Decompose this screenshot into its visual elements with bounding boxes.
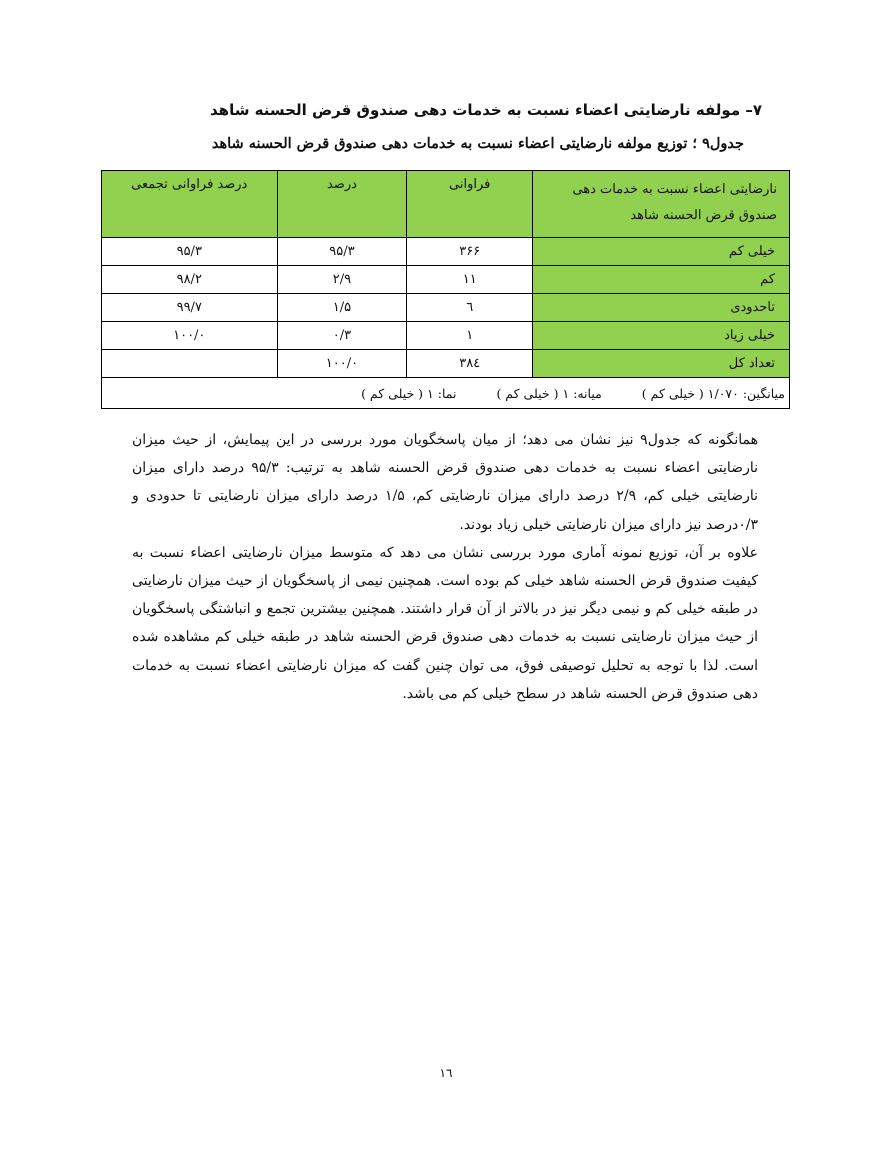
table-total-row bbox=[102, 350, 790, 378]
row-category: خیلی زیاد bbox=[533, 322, 790, 350]
stat-median: میانه: ۱ ( خیلی کم ) bbox=[496, 385, 602, 401]
row-category: خیلی کم bbox=[533, 238, 790, 266]
paragraph-2: علاوه بر آن، توزیع نمونه آماری مورد بررسی نشان می دهد که متوسط میزان نارضایتی اعضاء نسبت به کیفیت صندوق قرض الحسنه شاهد خیلی کم بوده است. همچنین نیمی از پاسخگویان از حیث میزان نارضایتی در طبقه خیلی کم و نیمی دیگر نیز در بالاتر از آن قرار داشتند. همچنین بیشترین تجمع و انباشتگی پاسخگویان از حیث میزان نارضایتی نسبت به خدمات دهی صندوق قرض الحسنه شاهد در طبقه خیلی کم مشاهده شده است. لذا با توجه به تحلیل توصیفی فوق، می توان چنین گفت که میزان نارضایتی اعضاء نسبت به خدمات دهی صندوق قرض الحسنه شاهد در سطح خیلی کم می باشد. bbox=[132, 544, 758, 702]
row-frequency: ۳۸٤ bbox=[407, 350, 533, 378]
table-row bbox=[102, 238, 790, 266]
table-row bbox=[102, 294, 790, 322]
stat-mean: میانگین: ۱/۰۷۰ ( خیلی کم ) bbox=[641, 385, 785, 401]
page-number: ۱٦ bbox=[439, 1066, 453, 1080]
table-row bbox=[102, 266, 790, 294]
row-frequency: ۱۱ bbox=[407, 266, 533, 294]
row-frequency: ٦ bbox=[407, 294, 533, 322]
row-cumulative: ۹۵/۳ bbox=[102, 238, 278, 266]
header-category bbox=[533, 171, 790, 238]
section-heading: ۷– مولفه نارضایتی اعضاء نسبت به خدمات دهی صندوق قرض الحسنه شاهد bbox=[210, 101, 762, 119]
table-header-row bbox=[102, 171, 790, 238]
header-category-line2: صندوق قرض الحسنه شاهد bbox=[630, 208, 777, 223]
row-cumulative: ۹۸/۲ bbox=[102, 266, 278, 294]
row-category: کم bbox=[533, 266, 790, 294]
table-stats-row bbox=[102, 378, 790, 409]
row-cumulative bbox=[102, 350, 278, 378]
table-caption: جدول۹ ؛ توزیع مولفه نارضایتی اعضاء نسبت به خدمات دهی صندوق قرض الحسنه شاهد bbox=[211, 135, 744, 152]
row-frequency: ۱ bbox=[407, 322, 533, 350]
body-text bbox=[132, 426, 758, 708]
stats-cell bbox=[102, 378, 790, 409]
row-percent: ۱۰۰/۰ bbox=[277, 350, 407, 378]
row-percent: ۹۵/۳ bbox=[277, 238, 407, 266]
row-percent: ۱/۵ bbox=[277, 294, 407, 322]
row-cumulative: ۹۹/۷ bbox=[102, 294, 278, 322]
frequency-table bbox=[101, 170, 790, 409]
paragraph-1: همانگونه که جدول۹ نیز نشان می دهد؛ از میان پاسخگویان مورد بررسی در این پیمایش، از حیث میزان نارضایتی اعضاء نسبت به خدمات دهی صندوق قرض الحسنه شاهد به ترتیب: ۹۵/۳ درصد دارای میزان نارضایتی خیلی کم، ۲/۹ درصد دارای میزان نارضایتی کم، ۱/۵ درصد دارای میزان نارضایتی تا حدودی و ۰/۳درصد نیز دارای میزان نارضایتی خیلی زیاد بودند. bbox=[132, 432, 758, 533]
header-category-line1: نارضایتی اعضاء نسبت به خدمات دهی bbox=[572, 182, 777, 197]
row-cumulative: ۱۰۰/۰ bbox=[102, 322, 278, 350]
row-frequency: ۳۶۶ bbox=[407, 238, 533, 266]
stat-mode: نما: ۱ ( خیلی کم ) bbox=[361, 385, 457, 401]
row-category: تعداد کل bbox=[533, 350, 790, 378]
header-percent: درصد bbox=[277, 171, 407, 238]
header-cumulative: درصد فراوانی تجمعی bbox=[102, 171, 278, 238]
table-row bbox=[102, 322, 790, 350]
row-percent: ۰/۳ bbox=[277, 322, 407, 350]
header-frequency: فراوانی bbox=[407, 171, 533, 238]
row-percent: ۲/۹ bbox=[277, 266, 407, 294]
row-category: تاحدودی bbox=[533, 294, 790, 322]
